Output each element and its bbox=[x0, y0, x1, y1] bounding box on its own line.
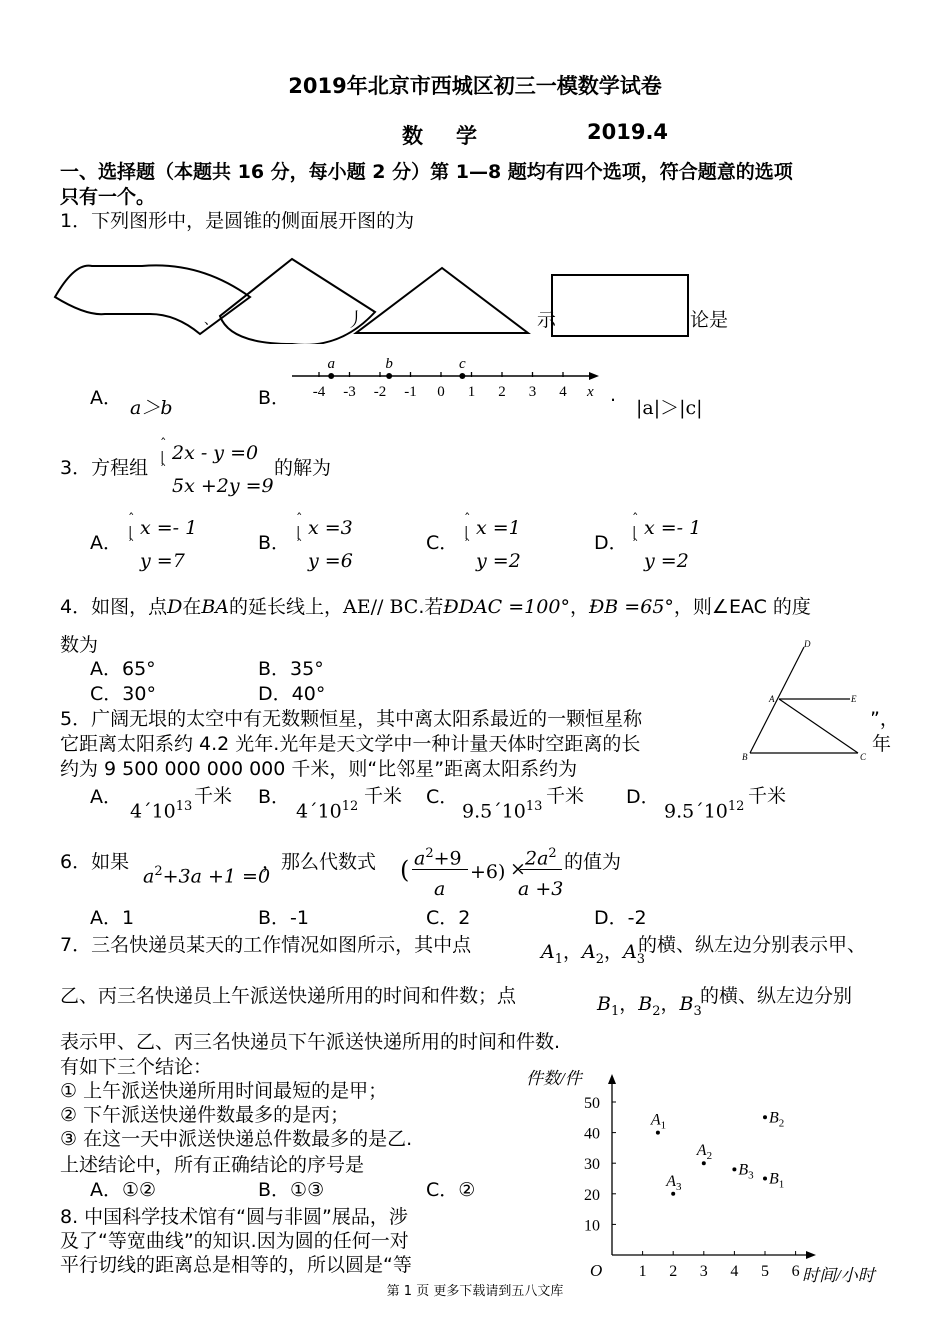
q7-b1-sub: 1 bbox=[610, 1003, 620, 1019]
q6-option-d-value: -2 bbox=[627, 907, 647, 929]
q3-option-a-y: y =7 bbox=[140, 550, 185, 572]
q6-cond-a: a bbox=[143, 865, 155, 888]
q7-sep2: ， bbox=[604, 941, 624, 963]
q4-option-b-value: 35° bbox=[290, 658, 324, 680]
q7-a1: A bbox=[541, 941, 555, 963]
q1-residue-end: 论是 bbox=[690, 309, 729, 331]
q6-frac1-num-exp: 2 bbox=[425, 846, 434, 861]
q7-sep3: ， bbox=[619, 993, 639, 1015]
q5-option-b-label: B． bbox=[258, 786, 291, 808]
number-line-tick-label: 0 bbox=[437, 384, 445, 400]
q5-option-b-unit: 千米 bbox=[364, 785, 403, 807]
q7-line1-end: 的横、纵左边分别表示甲、 bbox=[638, 934, 867, 956]
q6-option-c-label: C． bbox=[426, 907, 459, 929]
q4-option-b bbox=[258, 657, 324, 681]
q7-a1-sub: 1 bbox=[554, 951, 564, 967]
q3-option-d-x: x =- 1 bbox=[644, 517, 702, 539]
section-heading-line1: 一、选择题（本题共 16 分，每小题 2 分）第 1—8 题均有四个选项，符合题意的选项 bbox=[60, 161, 793, 183]
q3-option-c-brace: ˆ | ˆ bbox=[464, 512, 471, 553]
q3-brace: ˆ | ˆ bbox=[160, 437, 167, 478]
q4-s2: 在 bbox=[182, 596, 202, 618]
q4-option-c-label: C． bbox=[90, 683, 123, 705]
q7-option-a-label: A． bbox=[90, 1179, 122, 1201]
q6-condition bbox=[143, 860, 270, 888]
number-line-x-label: x bbox=[587, 384, 594, 400]
q5-line2-end: 年 bbox=[872, 733, 892, 755]
q3-eq2: 5x +2y =9 bbox=[172, 475, 274, 497]
chart-y-tick-label: 30 bbox=[584, 1156, 600, 1174]
q6-frac2-den: a +3 bbox=[518, 878, 564, 900]
q5-option-b-exp: 12 bbox=[341, 799, 359, 814]
q1-shape-triangle bbox=[356, 268, 528, 333]
q6-cond-rest: +3a +1 =0 bbox=[162, 865, 271, 888]
q5-option-d-label: D． bbox=[626, 786, 660, 808]
q4-option-a-label: A． bbox=[90, 658, 122, 680]
q7-option-c bbox=[426, 1178, 475, 1202]
q6-option-a bbox=[90, 906, 134, 930]
q3-option-c-label: C． bbox=[426, 532, 459, 554]
number-line-point-c bbox=[459, 373, 465, 379]
q3-prefix: 3．方程组 bbox=[60, 457, 149, 479]
q7-option-c-value: ② bbox=[458, 1179, 476, 1201]
q7-a2: A bbox=[582, 941, 596, 963]
q4-comma: ， bbox=[569, 596, 589, 618]
q7-scatter-chart bbox=[520, 1062, 930, 1292]
chart-point-label-a2: $A_2$ bbox=[696, 1142, 713, 1163]
q4-option-d-label: D． bbox=[258, 683, 292, 705]
q6-frac2-num bbox=[525, 842, 557, 870]
q8-line1: 8. 中国科学技术馆有“圆与非圆”展品，涉 bbox=[60, 1206, 408, 1228]
q6-prefix: 6．如果 bbox=[60, 851, 130, 873]
q6-option-d bbox=[594, 906, 647, 930]
q4-parallel: AE// BC bbox=[343, 596, 419, 618]
q7-conclusion-2: ② 下午派送快递件数最多的是丙； bbox=[60, 1104, 350, 1126]
q5-option-a-exp: 13 bbox=[175, 799, 193, 814]
q6-option-a-value: 1 bbox=[122, 907, 135, 929]
chart-point-a3 bbox=[671, 1192, 675, 1196]
q5-option-c-unit: 千米 bbox=[546, 785, 585, 807]
q4-figure-label-d: D bbox=[804, 639, 811, 649]
q8-line3: 平行切线的距离总是相等的，所以圆是“等 bbox=[60, 1254, 412, 1276]
q4-figure-label-a: A bbox=[769, 694, 775, 704]
q1-residue-left: 、 bbox=[204, 313, 218, 328]
page-footer: 第 1 页 更多下载请到五八文库 bbox=[386, 1284, 564, 1299]
q7-b1: B bbox=[597, 993, 611, 1015]
number-line-tick-label: -2 bbox=[373, 384, 387, 400]
q7-option-b bbox=[258, 1178, 324, 1202]
q3-eq1: 2x - y =0 bbox=[172, 442, 259, 464]
q7-sep4: ， bbox=[660, 993, 680, 1015]
q2-option-b-label: B． bbox=[258, 387, 291, 409]
chart-x-tick-label: 3 bbox=[699, 1263, 708, 1280]
q4-figure-label-b: B bbox=[742, 752, 748, 762]
q5-option-c-exp: 13 bbox=[525, 799, 543, 814]
q7-b3-sub: 3 bbox=[693, 1003, 702, 1019]
q3-option-c-x: x =1 bbox=[476, 517, 521, 539]
q3-option-b-brace: ˆ | ˆ bbox=[296, 512, 303, 553]
q6-frac1-den: a bbox=[434, 878, 446, 900]
chart-points bbox=[650, 1109, 784, 1196]
q5-line1: 5．广阔无垠的太空中有无数颗恒星，其中离太阳系最近的一颗恒星称 bbox=[60, 708, 643, 730]
chart-point-a1 bbox=[656, 1131, 660, 1135]
number-line-tick-label: 4 bbox=[559, 384, 567, 400]
subject-title: 数 学 bbox=[402, 124, 483, 148]
q3-option-a-brace: ˆ | ˆ bbox=[128, 512, 135, 553]
q7-a3: A bbox=[623, 941, 637, 963]
chart-x-tick-label: 2 bbox=[669, 1263, 678, 1280]
q4-s1: 4．如图，点 bbox=[60, 596, 168, 618]
q4-option-a bbox=[90, 657, 156, 681]
q7-conclusion-1: ① 上午派送快递所用时间最短的是甲； bbox=[60, 1080, 388, 1102]
q5-option-a-label: A． bbox=[90, 786, 122, 808]
q7-a3-sub: 3 bbox=[636, 951, 646, 967]
q3-option-a-x: x =- 1 bbox=[140, 517, 198, 539]
q4-option-c bbox=[90, 682, 156, 706]
q7-option-b-label: B． bbox=[258, 1179, 291, 1201]
q3-option-d-label: D． bbox=[594, 532, 628, 554]
chart-x-tick-label: 1 bbox=[638, 1263, 647, 1280]
q4-point-d: D bbox=[167, 596, 183, 618]
q6-mid: ，那么代数式 bbox=[262, 851, 377, 873]
q7-points-b bbox=[597, 992, 702, 1024]
q5-option-a-unit: 千米 bbox=[194, 785, 233, 807]
q4-angle-dac: ÐDAC =100° bbox=[443, 596, 570, 618]
q6-frac2-num-a: 2a bbox=[525, 847, 549, 870]
number-line-tick-label: -4 bbox=[312, 384, 326, 400]
q4-stem-line2: 数为 bbox=[60, 634, 99, 656]
q6-plus6: +6) bbox=[470, 861, 506, 883]
q6-option-d-label: D． bbox=[594, 907, 628, 929]
q5-option-a-coef: 4´10 bbox=[130, 800, 176, 823]
q3-option-b-y: y =6 bbox=[308, 550, 353, 572]
q1-shapes bbox=[50, 252, 710, 344]
q5-line2: 它距离太阳系约 4.2 光年.光年是天文学中一种计量天体时空距离的长 bbox=[60, 733, 641, 755]
q3-option-a-label: A． bbox=[90, 532, 122, 554]
q4-stem-line1 bbox=[60, 595, 811, 619]
q4-figure-line-db bbox=[750, 647, 804, 753]
number-line-arrow bbox=[589, 372, 599, 380]
q6-frac1-num-rest: +9 bbox=[433, 847, 462, 870]
q7-line1-start: 7．三名快递员某天的工作情况如图所示，其中点 bbox=[60, 934, 472, 956]
chart-origin-label: O bbox=[590, 1261, 603, 1280]
q6-frac1-bar bbox=[412, 869, 468, 870]
q6-option-b-value: -1 bbox=[290, 907, 309, 929]
q4-option-c-value: 30° bbox=[122, 683, 156, 705]
q7-line2-end: 的横、纵左边分别 bbox=[700, 985, 853, 1007]
q7-b3: B bbox=[679, 993, 694, 1015]
q4-option-a-value: 65° bbox=[122, 658, 156, 680]
q5-option-c-value bbox=[462, 795, 542, 823]
q7-option-a bbox=[90, 1178, 156, 1202]
number-line-point-label-a: a bbox=[327, 356, 335, 372]
q5-line1-end: ”， bbox=[870, 708, 899, 730]
q8-line2: 及了“等宽曲线”的知识.因为圆的任何一对 bbox=[60, 1230, 409, 1252]
chart-y-tick-label: 50 bbox=[584, 1095, 600, 1112]
chart-y-label: 件数/件 bbox=[526, 1069, 582, 1088]
q7-line3: 表示甲、乙、丙三名快递员下午派送快递所用的时间和件数. bbox=[60, 1031, 561, 1053]
q6-option-b bbox=[258, 906, 309, 930]
q6-cond-exp: 2 bbox=[154, 864, 163, 879]
q3-option-c-y: y =2 bbox=[476, 550, 521, 572]
chart-y-tick-label: 20 bbox=[584, 1186, 600, 1204]
chart-y-tick-label: 10 bbox=[584, 1217, 600, 1235]
q4-s5: ，则∠EAC 的度 bbox=[673, 596, 811, 618]
chart-x-label: 时间/小时 bbox=[802, 1266, 875, 1285]
chart-point-label-b1: $B_1$ bbox=[769, 1170, 785, 1191]
q7-conclusion-3: ③ 在这一天中派送快递总件数最多的是乙. bbox=[60, 1128, 413, 1150]
q6-frac1-num-a: a bbox=[414, 847, 426, 870]
chart-x-tick-label: 5 bbox=[761, 1263, 769, 1280]
q7-sep1: ， bbox=[563, 941, 583, 963]
q1-residue-right: 示 bbox=[537, 309, 557, 331]
number-line-tick-label: 2 bbox=[498, 384, 506, 400]
number-line-point-label-c: c bbox=[459, 356, 466, 372]
exam-date: 2019.4 bbox=[587, 120, 669, 144]
q5-option-d-exp: 12 bbox=[727, 799, 745, 814]
chart-point-label-a1: $A_1$ bbox=[650, 1111, 667, 1132]
q6-suffix: 的值为 bbox=[564, 851, 622, 873]
q4-option-b-label: B． bbox=[258, 658, 291, 680]
section-heading-line2: 只有一个。 bbox=[60, 186, 156, 208]
q3-suffix: 的解为 bbox=[274, 457, 332, 479]
q4-s4: .若 bbox=[418, 596, 444, 618]
q2-option-d-text: |a|＞|c| bbox=[636, 397, 703, 419]
q4-line-ba: BA bbox=[201, 596, 230, 618]
q7-b2-sub: 2 bbox=[652, 1003, 661, 1019]
q7-b2: B bbox=[638, 993, 653, 1015]
chart-y-ticks bbox=[584, 1095, 616, 1234]
q6-times: × bbox=[510, 858, 526, 880]
q5-option-a-value bbox=[130, 795, 192, 823]
number-line-point-b bbox=[386, 373, 392, 379]
q2-dot: . bbox=[610, 384, 617, 406]
q5-option-c-label: C． bbox=[426, 786, 459, 808]
q6-frac1-num bbox=[414, 842, 462, 870]
chart-point-label-a3: $A_3$ bbox=[666, 1172, 682, 1193]
q6-open-paren: ( bbox=[400, 856, 410, 884]
q7-line4: 有如下三个结论： bbox=[60, 1056, 213, 1078]
q4-figure-label-e: E bbox=[851, 694, 857, 704]
q7-option-a-value: ①② bbox=[122, 1179, 157, 1201]
q5-option-d-coef: 9.5´10 bbox=[664, 800, 728, 823]
number-line-tick-label: -1 bbox=[404, 384, 417, 400]
chart-y-tick-label: 40 bbox=[584, 1125, 600, 1143]
number-line-tick-label: -3 bbox=[343, 384, 356, 400]
q5-option-d-unit: 千米 bbox=[748, 785, 787, 807]
q7-points-a bbox=[541, 940, 645, 972]
q6-frac2-num-exp: 2 bbox=[548, 846, 557, 861]
q6-option-b-label: B． bbox=[258, 907, 291, 929]
chart-point-label-b3: $B_3$ bbox=[738, 1161, 754, 1182]
q4-figure bbox=[740, 638, 872, 762]
q5-option-b-value bbox=[296, 795, 358, 823]
q4-option-d bbox=[258, 682, 325, 706]
q3-option-d-brace: ˆ | ˆ bbox=[632, 512, 639, 553]
chart-point-b1 bbox=[763, 1177, 767, 1181]
number-line-tick-label: 3 bbox=[528, 384, 537, 400]
chart-x-arrow bbox=[806, 1251, 816, 1259]
chart-point-label-b2: $B_2$ bbox=[769, 1109, 785, 1130]
q6-frac2-bar bbox=[520, 869, 562, 870]
q7-line8: 上述结论中，所有正确结论的序号是 bbox=[60, 1154, 365, 1176]
number-line bbox=[287, 352, 607, 414]
q7-line2-start: 乙、丙三名快递员上午派送快递所用的时间和件数；点 bbox=[60, 985, 517, 1007]
q4-option-d-value: 40° bbox=[291, 683, 326, 705]
q4-s3: 的延长线上， bbox=[229, 596, 344, 618]
q3-option-d-y: y =2 bbox=[644, 550, 689, 572]
q7-option-b-value: ①③ bbox=[290, 1179, 325, 1201]
q1-residue-mid: 丿 bbox=[346, 309, 366, 331]
q7-option-c-label: C． bbox=[426, 1179, 459, 1201]
q5-line3: 约为 9 500 000 000 000 千米，则“比邻星”距离太阳系约为 bbox=[60, 758, 578, 780]
q1-stem: 1．下列图形中，是圆锥的侧面展开图的为 bbox=[60, 210, 415, 232]
q5-option-c-coef: 9.5´10 bbox=[462, 800, 526, 823]
q7-a2-sub: 2 bbox=[595, 951, 605, 967]
q2-option-a-label: A． bbox=[90, 387, 122, 409]
chart-x-tick-label: 4 bbox=[730, 1263, 739, 1280]
number-line-point-label-b: b bbox=[385, 356, 393, 372]
q4-figure-line-ac bbox=[779, 699, 858, 753]
page-title: 2019年北京市西城区初三一模数学试卷 bbox=[288, 74, 662, 98]
q5-option-b-coef: 4´10 bbox=[296, 800, 342, 823]
q4-angle-b: ÐB =65° bbox=[588, 596, 674, 618]
chart-point-a2 bbox=[702, 1161, 706, 1165]
number-line-tick-label: 1 bbox=[467, 384, 476, 400]
q4-figure-label-c: C bbox=[860, 752, 867, 762]
chart-point-b3 bbox=[732, 1167, 736, 1171]
chart-point-b2 bbox=[763, 1115, 767, 1119]
q6-option-c bbox=[426, 906, 470, 930]
q6-option-c-value: 2 bbox=[458, 907, 471, 929]
q3-option-b-x: x =3 bbox=[308, 517, 353, 539]
chart-x-tick-label: 6 bbox=[791, 1263, 800, 1280]
q5-option-d-value bbox=[664, 795, 744, 823]
q2-option-a-text: a＞b bbox=[130, 397, 173, 419]
chart-y-arrow bbox=[608, 1074, 616, 1084]
number-line-point-a bbox=[328, 373, 334, 379]
q1-shape-rectangle bbox=[552, 275, 688, 336]
q3-option-b-label: B． bbox=[258, 532, 291, 554]
q1-shape-annular-sector bbox=[55, 265, 250, 334]
q6-option-a-label: A． bbox=[90, 907, 122, 929]
